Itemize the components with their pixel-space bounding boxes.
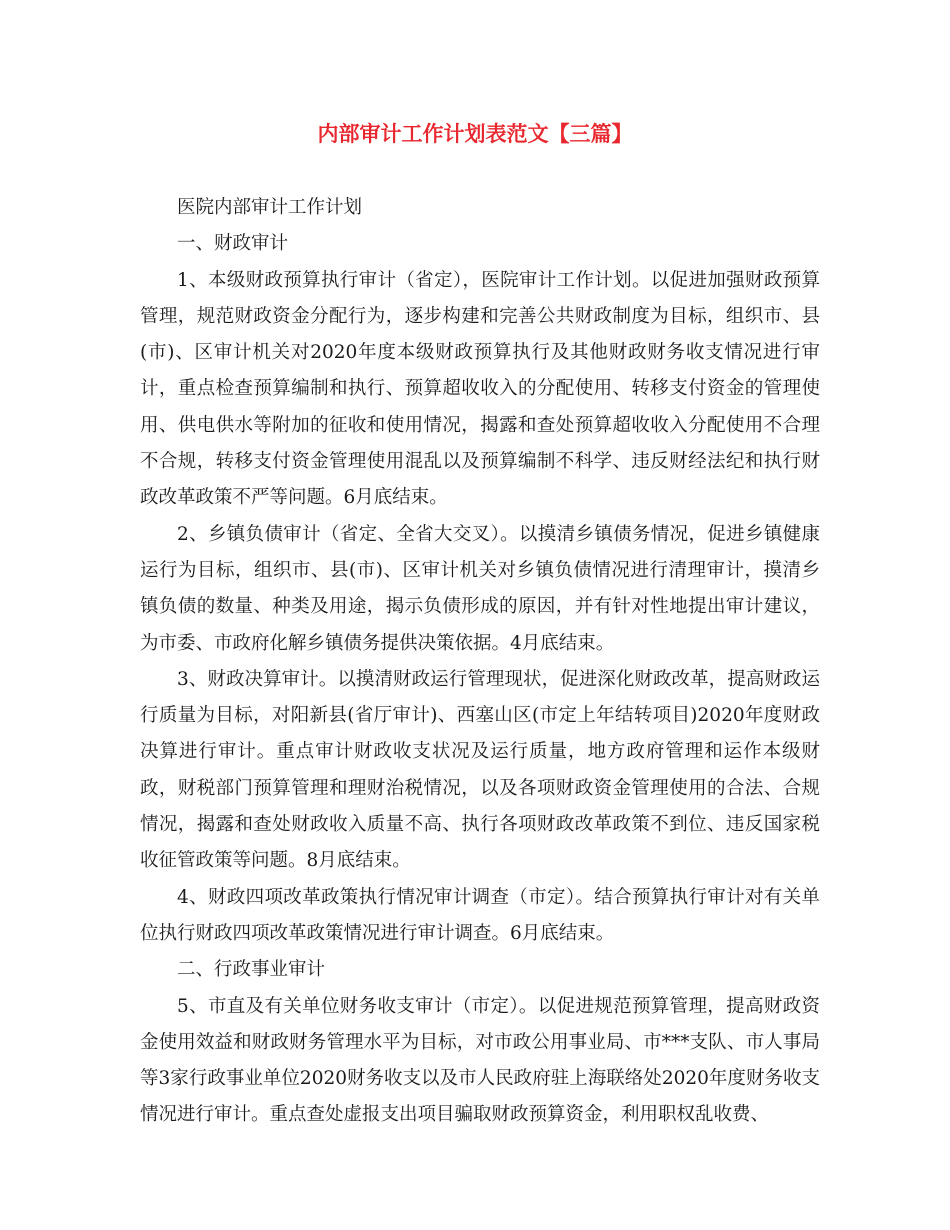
document-title: 内部审计工作计划表范文【三篇】 xyxy=(317,122,633,146)
paragraph: 2、乡镇负债审计（省定、全省大交叉）。以摸清乡镇债务情况，促进乡镇健康运行为目标，组织市、县(市)、区审计机关对乡镇负债情况进行清理审计，摸清乡镇负债的数量、种类及用途，揭示负债形成的原因，并有针对性地提出审计建议，为市委、市政府化解乡镇债务提供决策依据。4月底结束。 xyxy=(140,523,820,654)
section-heading-admin-audit: 二、行政事业审计 xyxy=(177,959,326,981)
paragraph: 1、本级财政预算执行审计（省定），医院审计工作计划。以促进加强财政预算管理，规范财政资金分配行为，逐步构建和完善公共财政制度为目标，组织市、县(市)、区审计机关对2020年度本级财政预算执行及其他财政财务收支情况进行审计，重点检查预算编制和执行、预算超收收入的分配使用、转移支付资金的管理使用、供电供水等附加的征收和使用情况，揭露和查处预算超收收入分配使用不合理不合规，转移支付资金管理使用混乱以及预算编制不科学、违反财经法纪和执行财政改革政策不严等问题。6月底结束。 xyxy=(140,269,820,509)
paragraph: 4、财政四项改革政策执行情况审计调查（市定）。结合预算执行审计对有关单位执行财政四项改革政策情况进行审计调查。6月底结束。 xyxy=(140,886,820,944)
paragraph: 5、市直及有关单位财务收支审计（市定）。以促进规范预算管理，提高财政资金使用效益和财政财务管理水平为目标，对市政公用事业局、市***支队、市人事局等3家行政事业单位2020财务收支以及市人民政府驻上海联络处2020年度财务收支情况进行审计。重点查处虚报支出项目骗取财政预算资金，利用职权乱收费、 xyxy=(140,995,820,1126)
paragraph: 3、财政决算审计。以摸清财政运行管理现状，促进深化财政改革，提高财政运行质量为目标，对阳新县(省厅审计)、西塞山区(市定上年结转项目)2020年度财政决算进行审计。重点审计财政收支状况及运行质量，地方政府管理和运作本级财政，财税部门预算管理和理财治税情况，以及各项财政资金管理使用的合法、合规情况，揭露和查处财政收入质量不高、执行各项财政改革政策不到位、违反国家税收征管政策等问题。8月底结束。 xyxy=(140,668,820,872)
paragraph-heading: 医院内部审计工作计划 xyxy=(177,197,363,218)
section-heading-finance-audit: 一、财政审计 xyxy=(177,233,289,255)
document-body xyxy=(140,190,820,1134)
